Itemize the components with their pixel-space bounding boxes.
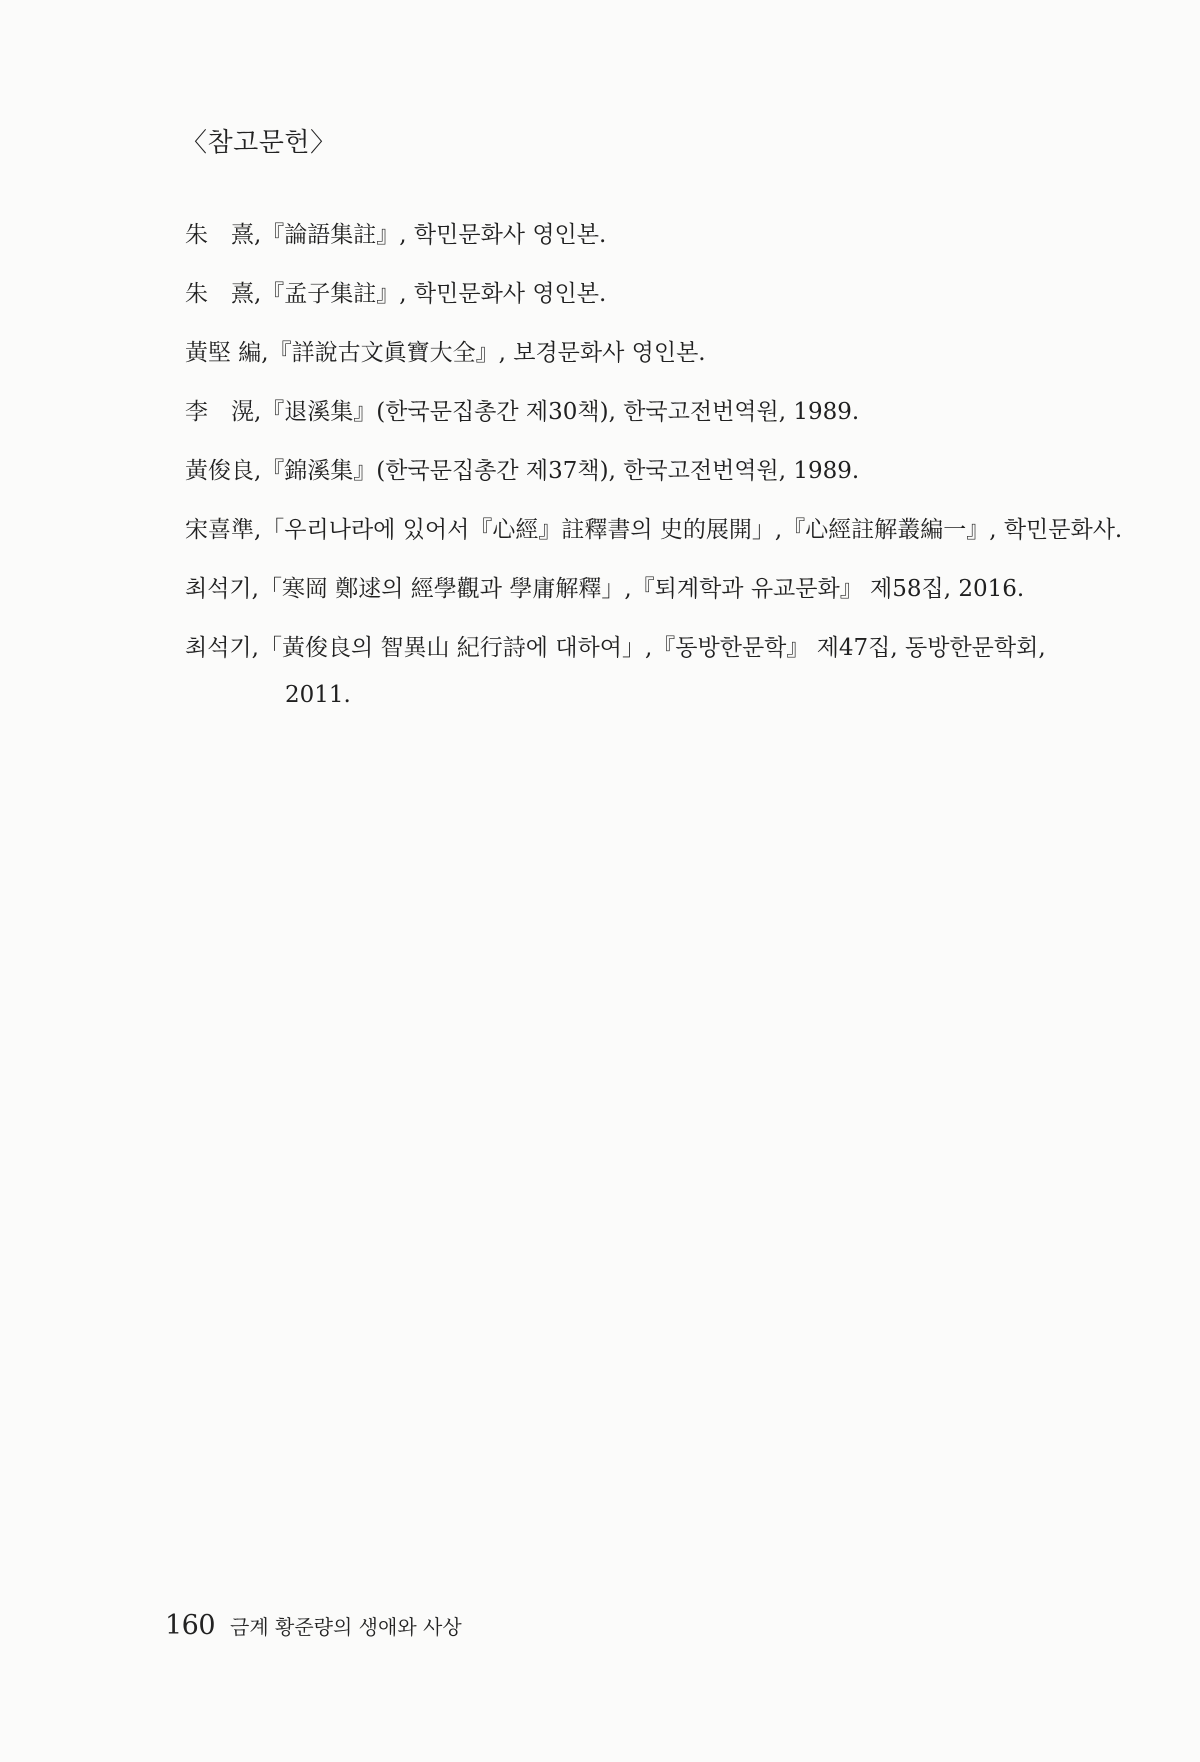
reference-line: 최석기,「黃俊良의 智異山 紀行詩에 대하여」,『동방한문학』 제47집, 동방한문학회, bbox=[185, 635, 1046, 661]
reference-item: 黃堅 編,『詳說古文眞寶大全』, 보경문화사 영인본. bbox=[185, 340, 706, 366]
references-heading: 〈참고문헌〉 bbox=[181, 128, 337, 158]
page-footer bbox=[165, 1610, 462, 1641]
reference-item: 朱 熹,『論語集註』, 학민문화사 영인본. bbox=[185, 222, 607, 248]
reference-item-last bbox=[185, 633, 1135, 710]
reference-item: 李 滉,『退溪集』(한국문집총간 제30책), 한국고전번역원, 1989. bbox=[185, 399, 860, 425]
running-title: 금계 황준량의 생애와 사상 bbox=[230, 1615, 462, 1639]
reference-item: 宋喜準,「우리나라에 있어서『心經』註釋書의 史的展開」,『心經註解叢編一』, 학민문화사. bbox=[185, 517, 1123, 543]
page-number: 160 bbox=[165, 1610, 216, 1641]
reference-list bbox=[185, 220, 1135, 739]
reference-item: 朱 熹,『孟子集註』, 학민문화사 영인본. bbox=[185, 281, 607, 307]
reference-continuation: 2011. bbox=[285, 682, 351, 708]
reference-item: 최석기,「寒岡 鄭逑의 經學觀과 學庸解釋」,『퇴계학과 유교문화』 제58집, 2016. bbox=[185, 576, 1025, 602]
reference-item: 黃俊良,『錦溪集』(한국문집총간 제37책), 한국고전번역원, 1989. bbox=[185, 458, 860, 484]
